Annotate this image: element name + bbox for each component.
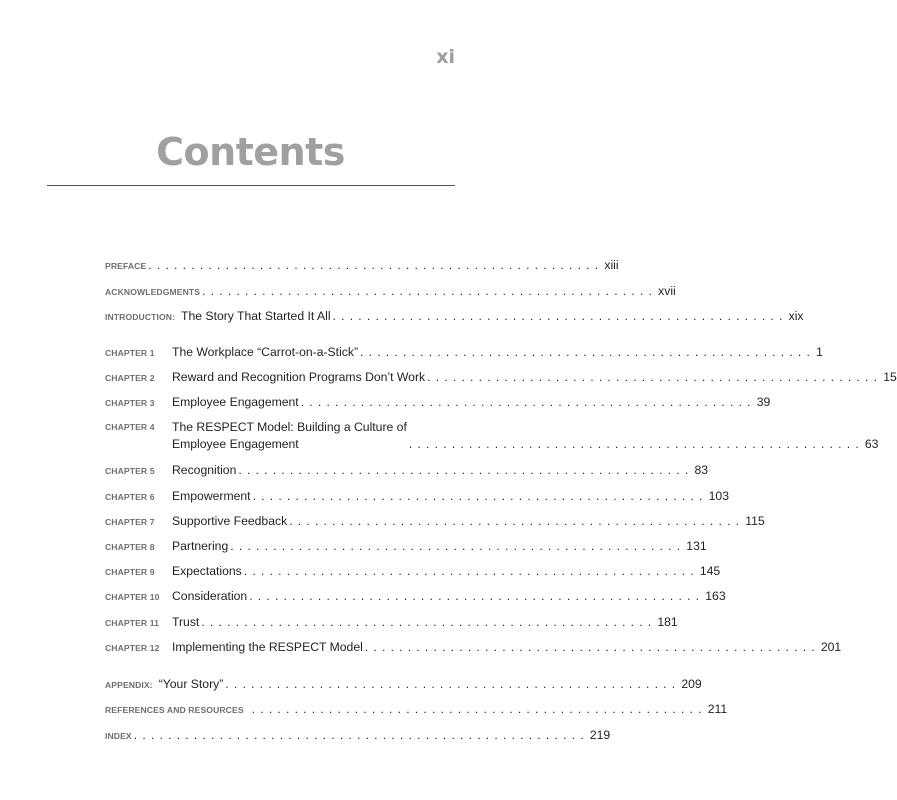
toc-entry-chapter-1[interactable]	[105, 344, 823, 361]
toc-entry-acknowledgments[interactable]	[105, 283, 676, 300]
toc-entry-chapter-11[interactable]	[105, 614, 678, 631]
toc-title: Supportive Feedback	[172, 514, 288, 528]
toc-title: “Your Story”	[158, 677, 224, 691]
toc-page: 131	[686, 539, 707, 553]
toc-entry-chapter-4[interactable]	[105, 419, 879, 453]
toc-entry-introduction[interactable]	[105, 308, 804, 325]
toc-page: 163	[705, 589, 726, 603]
toc-label: CHAPTER 1	[105, 348, 155, 358]
toc-title: Implementing the RESPECT Model	[172, 640, 363, 654]
toc-entry-references[interactable]	[105, 701, 728, 718]
toc-page: xvii	[658, 284, 676, 298]
toc-title: Trust	[172, 615, 200, 629]
toc-title-line-1: The RESPECT Model: Building a Culture of	[172, 420, 407, 434]
toc-page: 39	[756, 395, 771, 409]
toc-label: CHAPTER 7	[105, 517, 155, 527]
toc-entry-chapter-2[interactable]	[105, 369, 897, 386]
toc-label: ACKNOWLEDGMENTS	[105, 287, 201, 297]
toc-title: Empowerment	[172, 489, 251, 503]
dot-leader: .....................................................	[133, 728, 589, 742]
dot-leader: .....................................................	[249, 589, 705, 603]
toc-title: Reward and Recognition Programs Don’t Work	[172, 370, 426, 384]
toc-title: Employee Engagement	[172, 395, 299, 409]
toc-label: REFERENCES AND RESOURCES	[105, 705, 244, 715]
page-number: xi	[436, 46, 455, 68]
toc-entry-appendix[interactable]	[105, 676, 702, 693]
dot-leader: .....................................................	[251, 702, 707, 716]
dot-leader: .....................................................	[427, 370, 883, 384]
toc-label: APPENDIX:	[105, 680, 153, 690]
dot-leader: .....................................................	[148, 258, 604, 272]
toc-page: 145	[699, 564, 721, 578]
toc-label: PREFACE	[105, 261, 147, 271]
toc-page: xiii	[604, 258, 619, 272]
toc-label: CHAPTER 6	[105, 492, 155, 502]
toc-page: 1	[816, 345, 823, 359]
toc-label: INTRODUCTION:	[105, 312, 176, 322]
toc-label: CHAPTER 11	[105, 618, 160, 628]
toc-entry-chapter-6[interactable]	[105, 488, 729, 505]
toc-entry-chapter-12[interactable]	[105, 639, 842, 656]
dot-leader: .....................................................	[408, 437, 864, 451]
toc-entry-chapter-9[interactable]	[105, 563, 721, 580]
dot-leader: .....................................................	[201, 615, 657, 629]
toc-page: 83	[694, 463, 708, 477]
toc-label: CHAPTER 9	[105, 567, 155, 577]
toc-page: 209	[681, 677, 702, 691]
toc-label: CHAPTER 2	[105, 373, 155, 383]
toc-page: 201	[820, 640, 842, 654]
dot-leader: .....................................................	[300, 395, 756, 409]
toc-page: 181	[657, 615, 678, 629]
toc-title: Partnering	[172, 539, 229, 553]
dot-leader: .....................................................	[202, 284, 658, 298]
toc-title: The Story That Started It All	[181, 309, 331, 323]
toc-page: 219	[589, 728, 611, 742]
toc-entry-index[interactable]	[105, 727, 611, 744]
toc-label: CHAPTER 12	[105, 643, 160, 653]
toc-entry-chapter-8[interactable]	[105, 538, 707, 555]
dot-leader: .....................................................	[289, 514, 745, 528]
toc-entry-chapter-5[interactable]	[105, 462, 708, 479]
toc-entry-chapter-10[interactable]	[105, 588, 726, 605]
toc-page: xix	[788, 309, 804, 323]
dot-leader: .....................................................	[252, 489, 708, 503]
toc-title: The Workplace “Carrot-on-a-Stick”	[172, 345, 359, 359]
toc-entry-chapter-3[interactable]	[105, 394, 771, 411]
toc-entry-preface[interactable]	[105, 257, 619, 274]
dot-leader: .....................................................	[230, 539, 686, 553]
toc-title	[172, 419, 407, 453]
toc-label: CHAPTER 3	[105, 398, 155, 408]
toc-label: CHAPTER 8	[105, 542, 155, 552]
dot-leader: .....................................................	[238, 463, 694, 477]
toc-page: 115	[745, 514, 765, 528]
dot-leader: .....................................................	[332, 309, 788, 323]
toc-label: CHAPTER 4	[105, 422, 155, 432]
toc-page: 15	[883, 370, 897, 384]
dot-leader: .....................................................	[364, 640, 820, 654]
toc-entry-chapter-7[interactable]	[105, 513, 765, 530]
dot-leader: .....................................................	[225, 677, 681, 691]
toc-label: CHAPTER 10	[105, 592, 160, 602]
toc-label: INDEX	[105, 731, 132, 741]
page-title: Contents	[156, 130, 345, 174]
toc-label: CHAPTER 5	[105, 466, 155, 476]
dot-leader: .....................................................	[360, 345, 816, 359]
toc-title: Recognition	[172, 463, 237, 477]
toc-title-line-2: Employee Engagement	[172, 437, 299, 451]
toc-title: Consideration	[172, 589, 248, 603]
toc-page: 103	[708, 489, 729, 503]
dot-leader: .....................................................	[243, 564, 699, 578]
toc-title: Expectations	[172, 564, 242, 578]
toc-page: 211	[707, 702, 728, 716]
toc-page: 63	[864, 437, 879, 451]
